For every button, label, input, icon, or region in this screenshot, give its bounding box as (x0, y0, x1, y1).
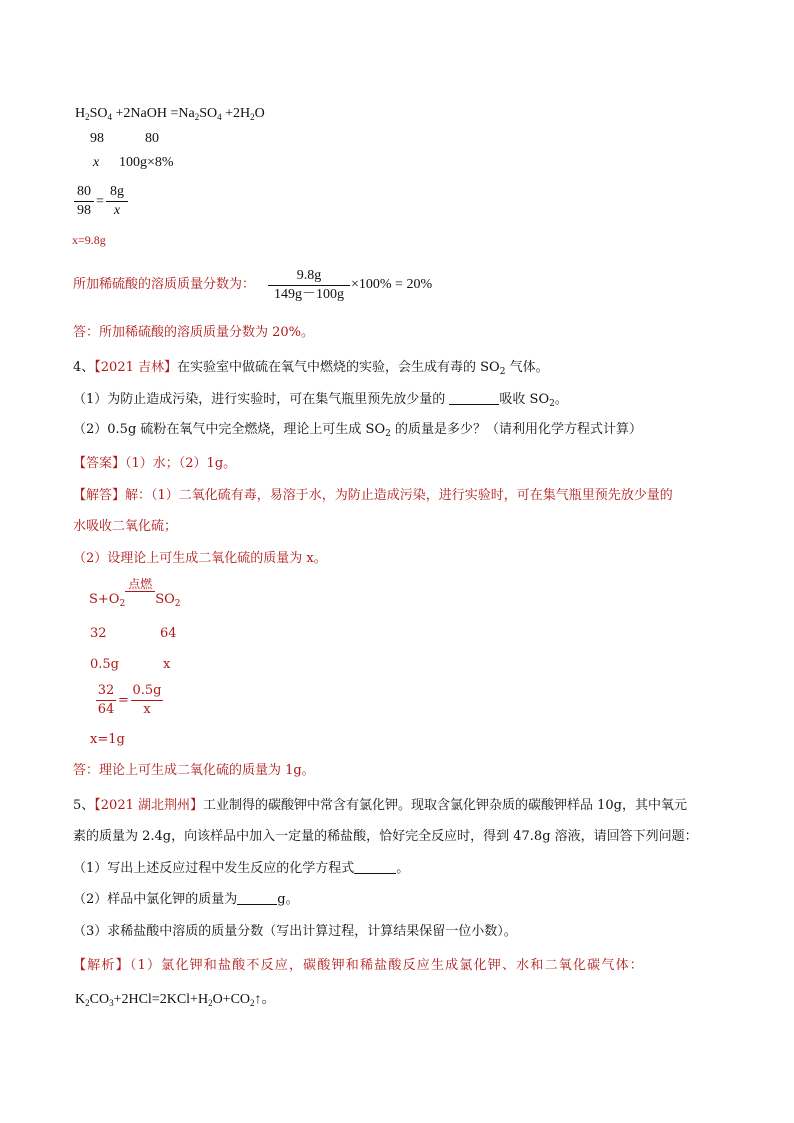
concentration-result: ×100% = 20% (351, 277, 433, 292)
given-mass: 100g×8% (119, 155, 174, 170)
solution-line-2: 水吸收二氧化硫； (73, 519, 178, 534)
molar-mass-base: 80 (145, 131, 159, 146)
reaction-condition: 点燃 (125, 578, 155, 592)
analysis-line: 【解析】（1）氯化钾和盐酸不反应，碳酸钾和稀盐酸反应生成氯化钾、水和二氧化碳气体： (73, 958, 644, 973)
solution-line-1: 【解答】解：（1）二氧化硫有毒，易溶于水，为防止造成污染，进行实验时，可在集气瓶里预先放少量的 (73, 488, 673, 503)
answer-tag: 【答案】 (73, 456, 126, 471)
answer-blank[interactable] (449, 392, 499, 405)
question-5-stem-line-2: 素的质量为 2.4g，向该样品中加入一定量的稀盐酸，恰好完全反应时，得到 47.8g 溶液，请回答下列问题： (73, 829, 698, 844)
concentration-fraction: $\frac{9.8g}{149g-100g}$ (268, 268, 350, 303)
mass-so2-product: 64 (160, 626, 177, 641)
question-5-stem-line-1: 5、【2021 湖北荆州】工业制得的碳酸钾中常含有氯化钾。现取含氯化钾杂质的碳酸钾样品 10g，其中氧元 (73, 798, 687, 813)
answer-section: 【答案】（1）水；（2）1g。 (73, 456, 237, 471)
given-sulfur: 0.5g (90, 657, 119, 672)
answer-blank[interactable] (354, 861, 396, 874)
analysis-tag: 【解析】 (73, 958, 130, 973)
question-4-stem: 4、【2021 吉林】在实验室中做硫在氧气中燃烧的实验，会生成有毒的 $SO_2$ 气体。 (73, 360, 549, 377)
question-4-part-2: （2）0.5g 硫粉在氧气中完全燃烧，理论上可生成 $SO_2$ 的质量是多少？（请利用化学方程式计算） (73, 422, 642, 439)
unknown-x: x (93, 155, 100, 170)
ratio-fraction-right: $\frac{8g}{x}$ (106, 184, 128, 219)
ratio-fraction-1: $\frac{32}{64}$ (97, 683, 115, 717)
question-5-part-1: （1）写出上述反应过程中发生反应的化学方程式 。 (73, 861, 410, 876)
solution-tag: 【解答】 (73, 488, 126, 503)
question-5-part-3: （3）求稀盐酸中溶质的质量分数（写出计算过程，计算结果保留一位小数）。 (73, 924, 517, 939)
concentration-label: 所加稀硫酸的溶质质量分数为： (73, 277, 256, 292)
unknown-so2: x (163, 657, 171, 672)
result-x: x=1g (90, 732, 125, 747)
ratio-fraction-2: $\frac{0.5g}{x}$ (132, 683, 162, 717)
solution-setup: （2）设理论上可生成二氧化硫的质量为 x。 (73, 551, 327, 566)
equation-acid-base: $H_2SO_4$ +2NaOH $=Na_2SO_4 +2H_2O$ (75, 106, 265, 122)
equals-sign: = (118, 693, 129, 708)
question-4-part-1: （1）为防止造成污染，进行实验时，可在集气瓶里预先放少量的 吸收 $SO_2$。 (73, 392, 568, 409)
answer-q4: 答：理论上可生成二氧化硫的质量为 1g。 (73, 763, 315, 778)
reaction-equation: $S+O_2$ 点燃 $SO_2$ (89, 577, 181, 609)
result-x: x=9.8g (72, 233, 106, 247)
answer-blank[interactable] (237, 892, 277, 905)
ratio-fraction-left: $\frac{80}{98}$ (74, 184, 94, 219)
molar-mass-acid: 98 (90, 131, 104, 146)
carbonate-equation: $K_2CO_3+2HCl=2KCl+H_2O+CO_2↑$。 (75, 992, 276, 1008)
question-5-part-2: （2）样品中氯化钾的质量为 g。 (73, 892, 299, 907)
mass-so2-ratio: 32 (90, 626, 107, 641)
equals-sign: = (96, 194, 104, 209)
answer-prev: 答：所加稀硫酸的溶质质量分数为 20%。 (73, 325, 315, 340)
